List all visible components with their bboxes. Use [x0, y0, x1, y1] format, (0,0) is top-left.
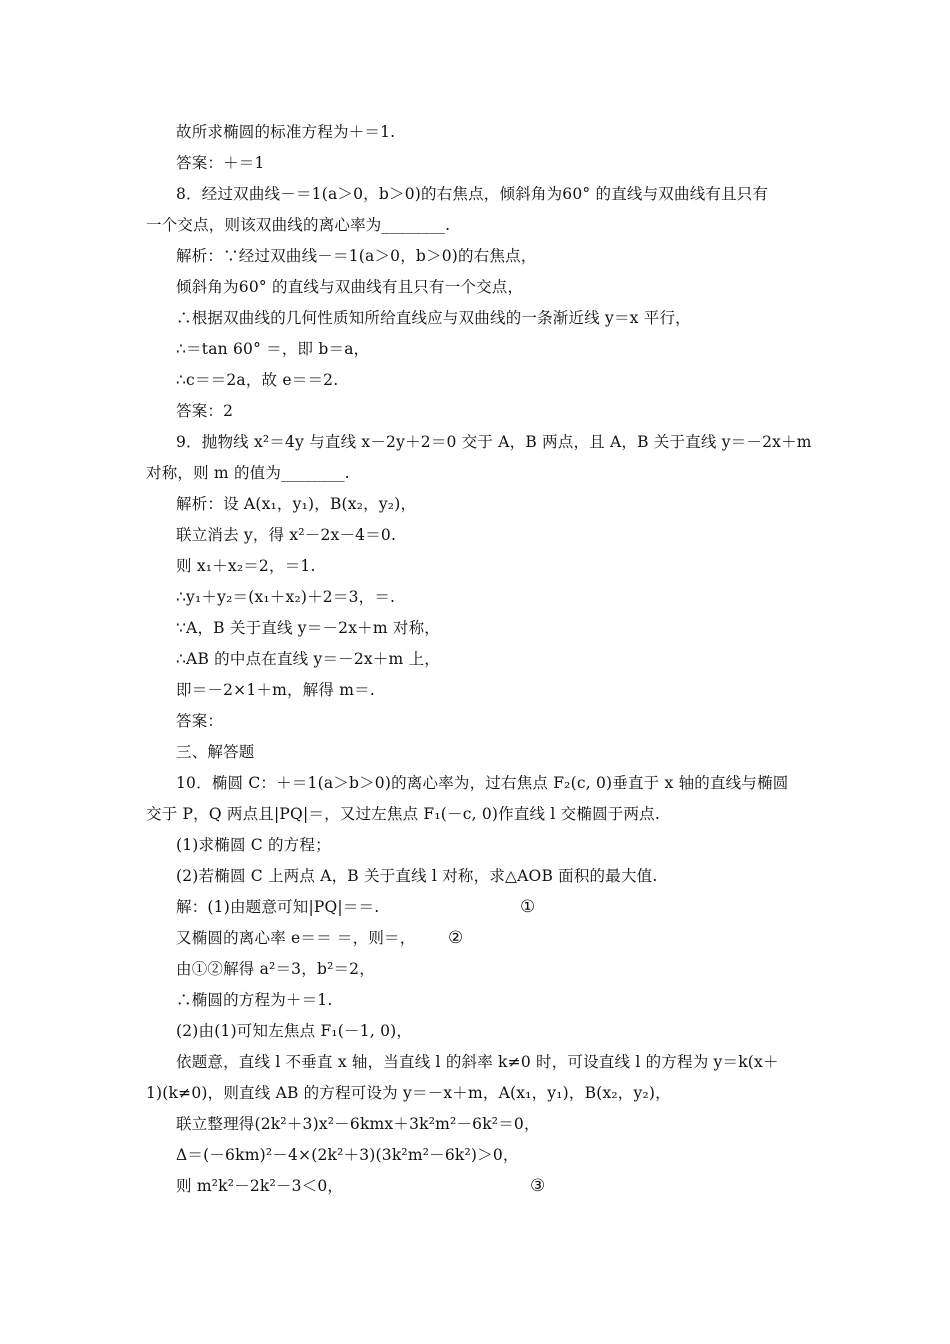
text-line: 依题意，直线 l 不垂直 x 轴，当直线 l 的斜率 k≠0 时，可设直线 l 的方程为 y＝k(x＋ [176, 1053, 779, 1071]
text-line: 由①②解得 a²＝3，b²＝2， [176, 960, 375, 978]
text-line: 8．经过双曲线－＝1(a＞0，b＞0)的右焦点，倾斜角为60° 的直线与双曲线有且只有 [176, 185, 769, 203]
text-line: ∴y₁＋y₂＝(x₁＋x₂)＋2＝3，＝. [176, 588, 396, 606]
text-line: ∴AB 的中点在直线 y＝－2x＋m 上， [176, 650, 440, 668]
text-line: 联立整理得(2k²＋3)x²－6kmx＋3k²m²－6k²＝0， [176, 1115, 540, 1133]
text-line: 则 m²k²－2k²－3＜0， [176, 1177, 344, 1195]
text-line: ∴椭圆的方程为＋＝1. [176, 991, 333, 1009]
text-line: 倾斜角为60° 的直线与双曲线有且只有一个交点， [176, 278, 524, 296]
text-line: (1)求椭圆 C 的方程； [176, 836, 331, 854]
text-line: 9．抛物线 x²＝4y 与直线 x－2y＋2＝0 交于 A，B 两点，且 A，B 关于直线 y＝－2x＋m [176, 433, 812, 451]
text-line: 解析：∵经过双曲线－＝1(a＞0，b＞0)的右焦点， [176, 247, 537, 265]
equation-marker-2: ② [448, 928, 464, 948]
text-line: ∴c＝＝2a，故 e＝＝2. [176, 371, 339, 389]
text-line: 10．椭圆 C：＋＝1(a＞b＞0)的离心率为，过右焦点 F₂(c, 0)垂直于 x 轴的直线与椭圆 [176, 774, 789, 792]
text-line: 答案：＋＝1 [176, 154, 265, 172]
text-line: 对称，则 m 的值为________. [146, 464, 350, 482]
text-line: 一个交点，则该双曲线的离心率为________. [146, 216, 451, 234]
text-line: 1)(k≠0)，则直线 AB 的方程可设为 y＝－x＋m，A(x₁，y₁)，B(x₂，y₂)， [146, 1084, 671, 1102]
text-line: ∴＝tan 60° ＝，即 b＝a， [176, 340, 370, 358]
text-line: Δ＝(－6km)²－4×(2k²＋3)(3k²m²－6k²)＞0， [176, 1146, 519, 1164]
text-line: (2)若椭圆 C 上两点 A，B 关于直线 l 对称，求△AOB 面积的最大值. [176, 867, 658, 885]
text-line: 解析：设 A(x₁，y₁)，B(x₂，y₂)， [176, 495, 417, 513]
text-line: ∵A，B 关于直线 y＝－2x＋m 对称， [176, 619, 440, 637]
text-line: 解：(1)由题意可知|PQ|＝＝. [176, 898, 380, 916]
equation-marker-1: ① [520, 897, 536, 917]
text-line: 答案： [176, 712, 224, 730]
section-heading: 三、解答题 [176, 743, 255, 761]
text-line: 又椭圆的离心率 e＝＝ ＝，则＝， [176, 929, 416, 947]
text-line: ∴根据双曲线的几何性质知所给直线应与双曲线的一条渐近线 y＝x 平行， [176, 309, 691, 327]
text-line: (2)由(1)可知左焦点 F₁(－1, 0)， [176, 1022, 413, 1040]
text-line: 故所求椭圆的标准方程为＋＝1. [176, 123, 396, 141]
text-line: 交于 P，Q 两点且|PQ|＝，又过左焦点 F₁(－c, 0)作直线 l 交椭圆于两点. [146, 805, 660, 823]
text-line: 答案：2 [176, 402, 234, 420]
text-line: 联立消去 y，得 x²－2x－4＝0. [176, 526, 397, 544]
equation-marker-3: ③ [530, 1176, 546, 1196]
text-line: 即＝－2×1＋m，解得 m＝. [176, 681, 375, 699]
text-line: 则 x₁＋x₂＝2，＝1. [176, 557, 316, 575]
